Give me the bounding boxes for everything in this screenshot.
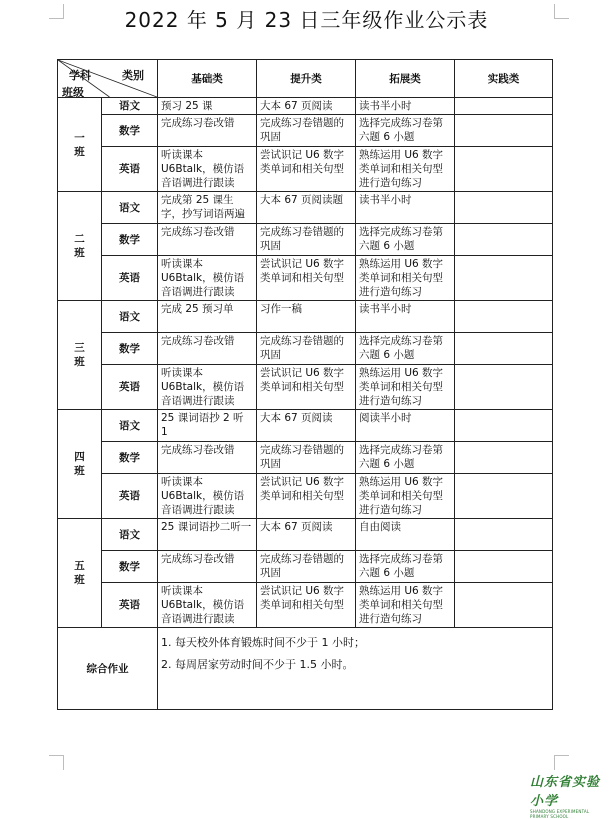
subject-cell: 数学 <box>102 115 158 147</box>
basic-homework-cell: 听读课本U6Btalk，模仿语音语调进行跟读 <box>158 256 257 301</box>
basic-homework-cell: 预习 25 课 <box>158 98 257 115</box>
table-row <box>58 442 553 474</box>
column-header-practice: 实践类 <box>455 60 553 98</box>
practice-homework-cell <box>455 147 553 192</box>
expand-homework-cell: 选择完成练习卷第六题 6 小题 <box>356 551 455 583</box>
expand-homework-cell: 熟练运用 U6 数字类单词和相关句型进行造句练习 <box>356 365 455 410</box>
subject-header-label: 学科 <box>69 69 91 82</box>
class-name-cell: 一 班 <box>58 98 102 192</box>
school-logo-subtext: SHANDONG EXPERIMENTAL PRIMARY SCHOOL <box>530 809 590 819</box>
expand-homework-cell: 选择完成练习卷第六题 6 小题 <box>356 442 455 474</box>
category-header-label: 类别 <box>122 69 144 82</box>
table-row <box>58 301 553 333</box>
table-row <box>58 256 553 301</box>
practice-homework-cell <box>455 551 553 583</box>
table-row <box>58 410 553 442</box>
table-row <box>58 583 553 628</box>
subject-cell: 语文 <box>102 519 158 551</box>
improve-homework-cell: 尝试识记 U6 数字类单词和相关句型 <box>257 256 356 301</box>
class-name-cell: 五 班 <box>58 519 102 628</box>
practice-homework-cell <box>455 474 553 519</box>
class-header-label: 班级 <box>62 86 84 99</box>
expand-homework-cell: 选择完成练习卷第六题 6 小题 <box>356 115 455 147</box>
basic-homework-cell: 听读课本U6Btalk，模仿语音语调进行跟读 <box>158 474 257 519</box>
practice-homework-cell <box>455 192 553 224</box>
practice-homework-cell <box>455 224 553 256</box>
subject-cell: 英语 <box>102 256 158 301</box>
summary-line: 1. 每天校外体育锻炼时间不少于 1 小时； <box>161 636 365 649</box>
subject-cell: 语文 <box>102 98 158 115</box>
subject-cell: 语文 <box>102 192 158 224</box>
table-row <box>58 519 553 551</box>
expand-homework-cell: 熟练运用 U6 数字类单词和相关句型进行造句练习 <box>356 256 455 301</box>
class-name-cell: 二 班 <box>58 192 102 301</box>
improve-homework-cell: 大本 67 页阅读 <box>257 98 356 115</box>
subject-cell: 数学 <box>102 333 158 365</box>
summary-row <box>58 628 553 710</box>
school-logo <box>530 771 608 819</box>
header-corner-cell <box>58 60 158 98</box>
subject-cell: 语文 <box>102 301 158 333</box>
subject-cell: 数学 <box>102 224 158 256</box>
basic-homework-cell: 25 课词语抄 2 听 1 <box>158 410 257 442</box>
table-row <box>58 98 553 115</box>
summary-content <box>158 628 553 710</box>
expand-homework-cell: 读书半小时 <box>356 192 455 224</box>
improve-homework-cell: 大本 67 页阅读 <box>257 410 356 442</box>
basic-homework-cell: 完成练习卷改错 <box>158 224 257 256</box>
table-row <box>58 224 553 256</box>
practice-homework-cell <box>455 519 553 551</box>
basic-homework-cell: 25 课词语抄二听一 <box>158 519 257 551</box>
subject-cell: 英语 <box>102 474 158 519</box>
expand-homework-cell: 阅读半小时 <box>356 410 455 442</box>
improve-homework-cell: 完成练习卷错题的巩固 <box>257 224 356 256</box>
table-row <box>58 192 553 224</box>
practice-homework-cell <box>455 301 553 333</box>
practice-homework-cell <box>455 256 553 301</box>
practice-homework-cell <box>455 442 553 474</box>
expand-homework-cell: 自由阅读 <box>356 519 455 551</box>
subject-cell: 英语 <box>102 583 158 628</box>
table-row <box>58 365 553 410</box>
improve-homework-cell: 习作一稿 <box>257 301 356 333</box>
basic-homework-cell: 完成练习卷改错 <box>158 333 257 365</box>
basic-homework-cell: 完成第 25 课生字，抄写词语两遍 <box>158 192 257 224</box>
improve-homework-cell: 尝试识记 U6 数字类单词和相关句型 <box>257 365 356 410</box>
homework-table <box>57 59 553 710</box>
expand-homework-cell: 熟练运用 U6 数字类单词和相关句型进行造句练习 <box>356 474 455 519</box>
school-logo-text: 山东省实验小学 <box>530 775 601 809</box>
summary-line: 2. 每周居家劳动时间不少于 1.5 小时。 <box>161 658 354 671</box>
expand-homework-cell: 熟练运用 U6 数字类单词和相关句型进行造句练习 <box>356 147 455 192</box>
practice-homework-cell <box>455 333 553 365</box>
basic-homework-cell: 完成 25 预习单 <box>158 301 257 333</box>
table-row <box>58 333 553 365</box>
expand-homework-cell: 读书半小时 <box>356 301 455 333</box>
practice-homework-cell <box>455 410 553 442</box>
basic-homework-cell: 完成练习卷改错 <box>158 442 257 474</box>
subject-cell: 英语 <box>102 147 158 192</box>
improve-homework-cell: 大本 67 页阅读 <box>257 519 356 551</box>
practice-homework-cell <box>455 583 553 628</box>
expand-homework-cell: 熟练运用 U6 数字类单词和相关句型进行造句练习 <box>356 583 455 628</box>
page-corner-mark <box>554 755 569 770</box>
expand-homework-cell: 选择完成练习卷第六题 6 小题 <box>356 224 455 256</box>
class-name-cell: 四 班 <box>58 410 102 519</box>
table-row <box>58 115 553 147</box>
practice-homework-cell <box>455 365 553 410</box>
column-header-expand: 拓展类 <box>356 60 455 98</box>
practice-homework-cell <box>455 98 553 115</box>
subject-cell: 英语 <box>102 365 158 410</box>
practice-homework-cell <box>455 115 553 147</box>
basic-homework-cell: 听读课本U6Btalk，模仿语音语调进行跟读 <box>158 365 257 410</box>
summary-label: 综合作业 <box>58 628 158 710</box>
table-row <box>58 147 553 192</box>
expand-homework-cell: 选择完成练习卷第六题 6 小题 <box>356 333 455 365</box>
basic-homework-cell: 完成练习卷改错 <box>158 115 257 147</box>
basic-homework-cell: 听读课本U6Btalk，模仿语音语调进行跟读 <box>158 147 257 192</box>
page-corner-mark <box>49 755 64 770</box>
improve-homework-cell: 尝试识记 U6 数字类单词和相关句型 <box>257 583 356 628</box>
improve-homework-cell: 尝试识记 U6 数字类单词和相关句型 <box>257 147 356 192</box>
subject-cell: 语文 <box>102 410 158 442</box>
improve-homework-cell: 完成练习卷错题的巩固 <box>257 115 356 147</box>
table-row <box>58 551 553 583</box>
expand-homework-cell: 读书半小时 <box>356 98 455 115</box>
column-header-improve: 提升类 <box>257 60 356 98</box>
table-row <box>58 474 553 519</box>
subject-cell: 数学 <box>102 551 158 583</box>
basic-homework-cell: 完成练习卷改错 <box>158 551 257 583</box>
header-row <box>58 60 553 98</box>
improve-homework-cell: 完成练习卷错题的巩固 <box>257 442 356 474</box>
basic-homework-cell: 听读课本U6Btalk，模仿语音语调进行跟读 <box>158 583 257 628</box>
column-header-basic: 基础类 <box>158 60 257 98</box>
improve-homework-cell: 大本 67 页阅读题 <box>257 192 356 224</box>
improve-homework-cell: 完成练习卷错题的巩固 <box>257 551 356 583</box>
class-name-cell: 三 班 <box>58 301 102 410</box>
improve-homework-cell: 完成练习卷错题的巩固 <box>257 333 356 365</box>
page-title: 2022 年 5 月 23 日三年级作业公示表 <box>124 8 489 32</box>
subject-cell: 数学 <box>102 442 158 474</box>
improve-homework-cell: 尝试识记 U6 数字类单词和相关句型 <box>257 474 356 519</box>
